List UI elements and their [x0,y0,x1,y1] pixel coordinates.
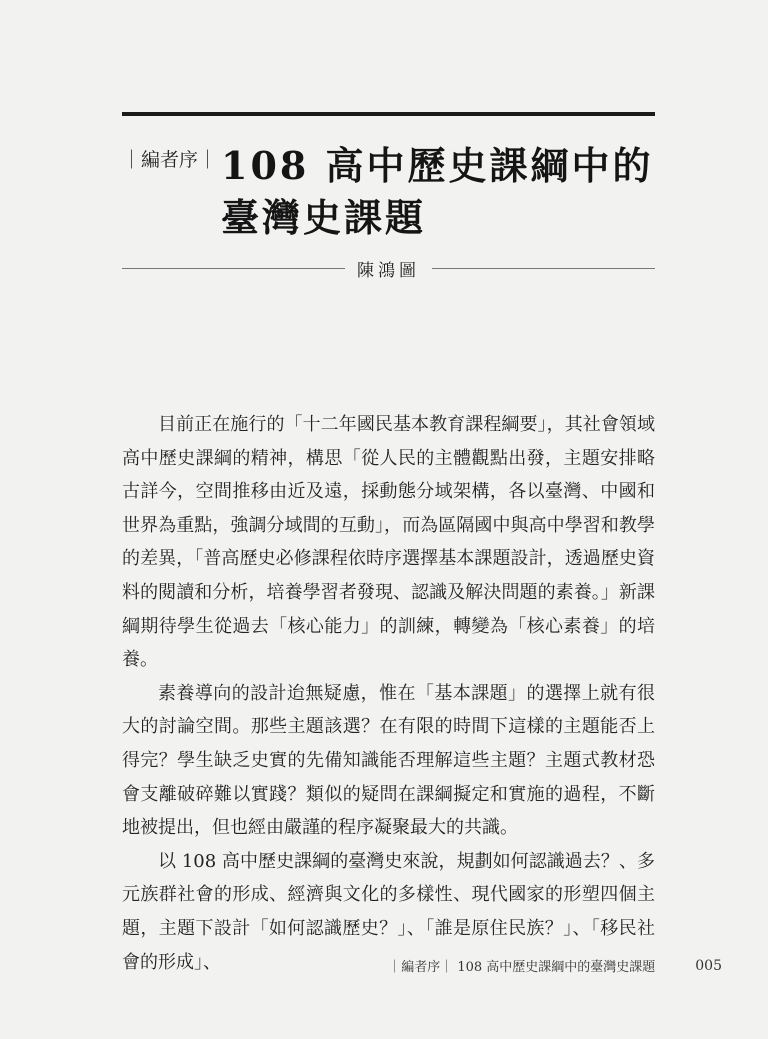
chapter-title-line-1: 108 高中歷史課綱中的 [221,143,654,188]
page-footer [388,956,722,975]
author-name: 陳鴻圖 [357,260,420,281]
body-text [122,408,655,979]
chapter-title-line-2: 臺灣史課題 [221,195,427,240]
section-tag: ｜編者序｜ [122,149,218,171]
paragraph: 素養導向的設計迨無疑慮，惟在「基本課題」的選擇上就有很大的討論空間。那些主題該選？在有限的時間下這樣的主題能否上得完？學生缺乏史實的先備知識能否理解這些主題？主題式教材恐會支離破碎難以實踐？類似的疑問在課綱擬定和實施的過程，不斷地被提出，但也經由嚴謹的程序凝聚最大的共識。 [122,682,655,839]
author-right-rule [432,268,655,269]
paragraph: 以 108 高中歷史課綱的臺灣史來說，規劃如何認識過去？、多元族群社會的形成、經濟與文化的多樣性、現代國家的形塑四個主題，主題下設計「如何認識歷史？」、「誰是原住民族？」、「移民社會的形成」、 [122,850,655,973]
author-row [122,255,655,281]
paragraph: 目前正在施行的「十二年國民基本教育課程綱要」，其社會領域高中歷史課綱的精神，構思「從人民的主體觀點出發，主題安排略古詳今，空間推移由近及遠，採動態分域架構，各以臺灣、中國和世界為重點，強調分域間的互動」，而為區隔國中與高中學習和教學的差異，「普高歷史必修課程依時序選擇基本課題設計，透過歷史資料的閱讀和分析，培養學習者發現、認識及解決問題的素養。」新課綱期待學生從過去「核心能力」的訓練，轉變為「核心素養」的培養。 [122,414,655,671]
top-rule [122,112,655,116]
author-left-rule [122,268,345,269]
chapter-title [221,140,654,244]
running-title: ｜編者序｜ 108 高中歷史課綱中的臺灣史課題 [388,960,656,975]
page-number: 005 [695,957,722,974]
